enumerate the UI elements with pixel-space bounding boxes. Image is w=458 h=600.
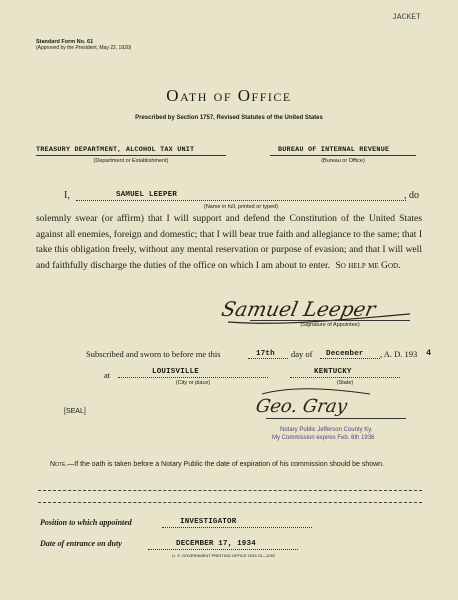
entrance-line xyxy=(148,549,298,550)
note-label: Note. xyxy=(50,461,68,468)
oath-closing: So help me God. xyxy=(335,259,401,271)
notary-signature-line xyxy=(266,418,406,419)
page-title: Oath of Office xyxy=(166,86,292,105)
month-line xyxy=(320,358,380,359)
department-caption: (Department or Establishment) xyxy=(93,158,169,164)
sworn-prefix: Subscribed and sworn to before me this xyxy=(86,349,221,359)
position-value: INVESTIGATOR xyxy=(180,518,237,526)
day-line xyxy=(248,358,288,359)
state-line xyxy=(290,377,400,378)
sworn-ad: , A. D. 193 xyxy=(380,349,418,359)
position-label: Position to which appointed xyxy=(40,518,132,527)
form-approval: (Approved by the President, May 22, 1920) xyxy=(36,45,132,51)
notary-signature-text: Geo. Gray xyxy=(254,396,349,417)
form-number: Standard Form No. 61 xyxy=(36,39,94,45)
prescribed-text: Prescribed by Section 1757, Revised Statutes of the United States xyxy=(135,115,323,121)
bureau-value: BUREAU OF INTERNAL REVENUE xyxy=(278,146,390,154)
name-line xyxy=(76,200,406,201)
note xyxy=(50,461,384,468)
appointee-name: SAMUEL LEEPER xyxy=(116,191,178,199)
sworn-year-digit: 4 xyxy=(426,348,432,358)
signature-line xyxy=(250,320,410,321)
jacket-label: JACKET xyxy=(392,13,421,22)
oath-paragraph xyxy=(36,211,422,273)
bureau-line xyxy=(270,155,416,156)
sworn-day: 17th xyxy=(256,350,275,358)
city-line xyxy=(118,377,268,378)
oath-text: solemnly swear (or affirm) that I will support and defend the Constitution of the United States against all enemies, foreign and domestic; that I will bear true faith and allegiance to the same; that I take this obligation freely, without any mental reservation or purpose of evasion; and that I will well and faithfully discharge the duties of the office on which I am about to enter. xyxy=(36,213,423,271)
entrance-value: DECEMBER 17, 1934 xyxy=(176,540,256,548)
oath-intro: I, xyxy=(64,190,70,201)
sworn-city: LOUISVILLE xyxy=(152,368,200,376)
sworn-day-of: day of xyxy=(291,349,313,359)
blank-line-2 xyxy=(38,502,422,503)
note-text: —If the oath is taken before a Notary Public the date of expiration of his commission should be shown. xyxy=(67,461,385,468)
entrance-label: Date of entrance on duty xyxy=(40,539,122,548)
position-line xyxy=(162,527,312,528)
bureau-caption: (Bureau or Office) xyxy=(321,158,365,164)
notary-stamp-line2: My Commission expires Feb. 6th 1936 xyxy=(272,435,375,441)
city-caption: (City or place) xyxy=(175,380,211,386)
department-value: TREASURY DEPARTMENT, ALCOHOL TAX UNIT xyxy=(36,146,195,154)
sworn-at: at xyxy=(104,370,111,380)
signature-caption: (Signature of Appointee) xyxy=(300,322,360,328)
appointee-signature-text: Samuel Leeper xyxy=(219,297,378,321)
state-caption: (State) xyxy=(336,380,354,386)
oath-do: , do xyxy=(404,190,419,201)
seal-label: [SEAL] xyxy=(64,408,86,415)
notary-stamp-line1: Notary Public Jefferson County Ky. xyxy=(280,427,373,433)
sworn-month: December xyxy=(326,350,364,358)
sworn-state: KENTUCKY xyxy=(314,368,352,376)
department-line xyxy=(36,155,226,156)
printer-line: U. S. GOVERNMENT PRINTING OFFICE 1933 10—1052 xyxy=(172,553,276,558)
blank-line-1 xyxy=(38,490,422,491)
name-caption: (Name in full, printed or typed) xyxy=(204,204,278,210)
